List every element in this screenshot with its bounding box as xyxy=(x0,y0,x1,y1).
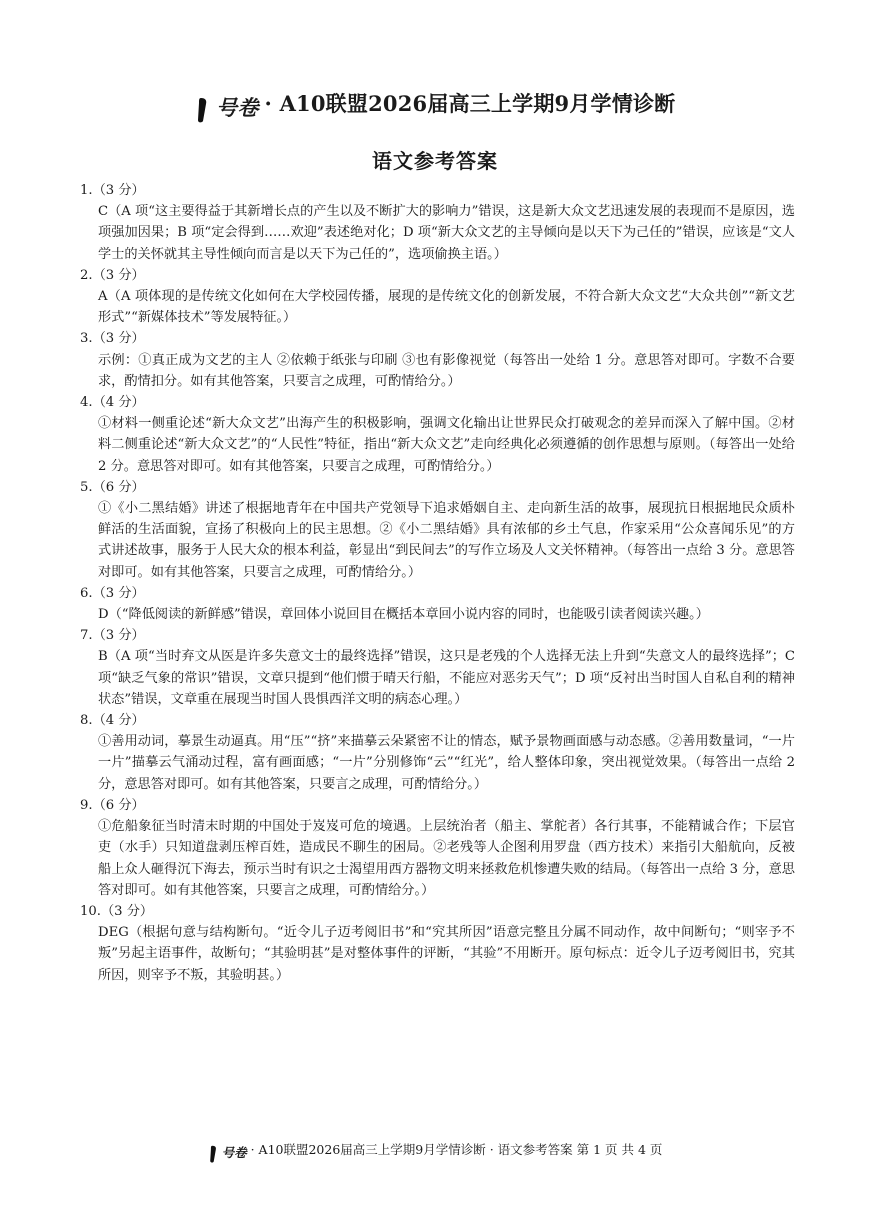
question-number: 6.（3 分） xyxy=(80,585,145,601)
brand-logo xyxy=(195,92,259,123)
answer-text: 示例：①真正成为文艺的主人 ②依赖于纸张与印刷 ③也有影像视觉（每答出一处给 1 分。意思答对即可。字数不合要求，酌情扣分。如有其他答案，只要言之成理，可酌情给分。） xyxy=(98,352,795,389)
answers-list xyxy=(80,180,795,986)
brand-logo-text: 号卷 xyxy=(216,95,259,120)
answer-item-9 xyxy=(80,795,795,901)
page-footer xyxy=(0,1140,870,1163)
footer-logo-text: 号卷 xyxy=(221,1145,247,1160)
brush-stroke-icon xyxy=(195,97,209,123)
answer-item-4 xyxy=(80,392,795,477)
question-number: 7.（3 分） xyxy=(80,628,145,644)
answer-item-6 xyxy=(80,583,795,625)
answer-text: B（A 项“当时弃文从医是许多失意文士的最终选择”错误，这只是老残的个人选择无法上升到“失意文人的最终选择”；C 项“缺乏气象的常识”错误，文章只提到“他们惯于晴天行船，不能应对恶劣天气”；D 项“反衬出当时国人自私自利的精神状态”错误，文章重在展现当时国人畏惧西洋文明的病态心理。） xyxy=(98,649,795,707)
answer-text: C（A 项“这主要得益于其新增长点的产生以及不断扩大的影响力”错误，这是新大众文艺迅速发展的表现而不是原因，选项强加因果；B 项“定会得到……欢迎”表述绝对化；D 项“新大众文艺的主导倾向是以天下为己任的”错误，应该是“文人学士的关怀就其主导性倾向而言是以天下为己任的”，选项偷换主语。） xyxy=(98,204,795,262)
footer-brand-logo xyxy=(208,1143,247,1163)
answer-text: ①危船象征当时清末时期的中国处于岌岌可危的境遇。上层统治者（船主、掌舵者）各行其事，不能精诚合作；下层官吏（水手）只知道盘剥压榨百姓，造成民不聊生的困局。②老残等人企图利用罗盘（西方技术）来指引大船航向，反被船上众人砸得沉下海去，预示当时有识之士渴望用西方器物文明来拯救危机惨遭失败的结局。（每答出一点给 3 分，意思答对即可。如有其他答案，只要言之成理，可酌情给分。） xyxy=(98,819,795,898)
answer-item-5 xyxy=(80,477,795,583)
brush-stroke-icon xyxy=(208,1145,218,1163)
question-number: 5.（6 分） xyxy=(80,479,145,495)
page-title: · A10联盟2026届高三上学期9月学情诊断 xyxy=(264,91,676,116)
question-number: 10.（3 分） xyxy=(80,903,154,919)
answer-item-3 xyxy=(80,328,795,392)
page-header xyxy=(0,88,870,123)
question-number: 3.（3 分） xyxy=(80,331,145,347)
answer-text: D（“降低阅读的新鲜感”错误，章回体小说回目在概括本章回小说内容的同时，也能吸引读者阅读兴趣。） xyxy=(98,607,709,623)
answer-item-10 xyxy=(80,901,795,986)
question-number: 8.（4 分） xyxy=(80,713,145,729)
document-subtitle: 语文参考答案 xyxy=(372,149,498,173)
answer-item-2 xyxy=(80,265,795,329)
answer-text: ①材料一侧重论述“新大众文艺”出海产生的积极影响，强调文化输出让世界民众打破观念的差异而深入了解中国。②材料二侧重论述“新大众文艺”的“人民性”特征，指出“新大众文艺”走向经典化必须遵循的创作思想与原则。（每答出一处给 2 分。意思答对即可。如有其他答案，只要言之成理，可酌情给分。） xyxy=(98,416,795,474)
answer-item-1 xyxy=(80,180,795,265)
answer-text: A（A 项体现的是传统文化如何在大学校园传播，展现的是传统文化的创新发展，不符合新大众文艺“大众共创”“新文艺形式”“新媒体技术”等发展特征。） xyxy=(98,289,795,326)
answer-text: DEG（根据句意与结构断句。“近令儿子迈考阅旧书”和“究其所因”语意完整且分属不同动作，故中间断句；“则宰予不叛”另起主语事件，故断句；“其验明甚”是对整体事件的评断，“其验”不用断开。原句标点：近令儿子迈考阅旧书，究其所因，则宰予不叛，其验明甚。） xyxy=(98,925,795,983)
question-number: 4.（4 分） xyxy=(80,395,145,411)
footer-text: · A10联盟2026届高三上学期9月学情诊断 · 语文参考答案 第 1 页 共 4 页 xyxy=(250,1142,663,1157)
answer-text: ①善用动词，摹景生动逼真。用“压”“挤”来描摹云朵紧密不让的情态，赋予景物画面感与动态感。②善用数量词，“一片一片”描摹云气涌动过程，富有画面感；“一片”分别修饰“云”“红光”，给人整体印象，突出视觉效果。（每答出一点给 2 分，意思答对即可。如有其他答案，只要言之成理，可酌情给分。） xyxy=(98,734,795,792)
question-number: 1.（3 分） xyxy=(80,183,145,198)
question-number: 2.（3 分） xyxy=(80,267,145,283)
answer-item-8 xyxy=(80,710,795,795)
question-number: 9.（6 分） xyxy=(80,797,145,813)
answer-text: ①《小二黑结婚》讲述了根据地青年在中国共产党领导下追求婚姻自主、走向新生活的故事，展现抗日根据地民众质朴鲜活的生活面貌，宣扬了积极向上的民主思想。②《小二黑结婚》具有浓郁的乡土气息，作家采用“公众喜闻乐见”的方式讲述故事，服务于人民大众的根本利益，彰显出“到民间去”的写作立场及人文关怀精神。（每答出一点给 3 分。意思答对即可。如有其他答案，只要言之成理，可酌情给分。） xyxy=(98,501,795,580)
answer-item-7 xyxy=(80,625,795,710)
